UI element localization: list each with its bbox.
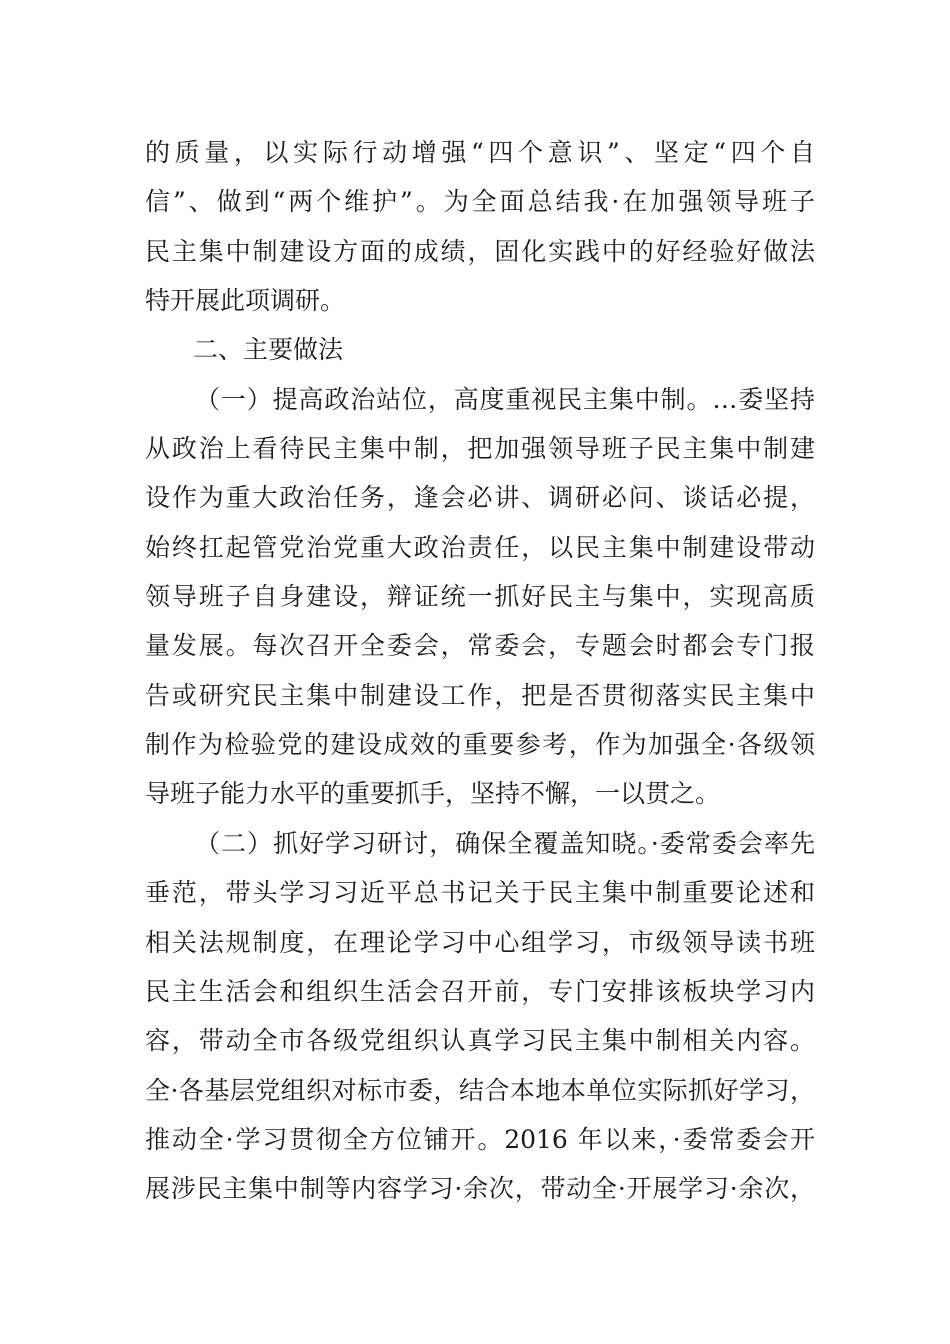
body-text <box>145 128 815 1214</box>
text-line: 推动全·学习贯彻全方位铺开。2016 年以来，·委常委会开 <box>145 1124 815 1154</box>
section-heading: 二、主要做法 <box>193 335 344 365</box>
text-line: 从政治上看待民主集中制，把加强领导班子民主集中制建 <box>145 434 815 464</box>
text-line: 的质量，以实际行动增强“四个意识”、坚定“四个自 <box>145 138 815 167</box>
text-line: 相关法规制度，在理论学习中心组学习，市级领导读书班 <box>145 927 815 957</box>
text-line: 民主生活会和组织生活会召开前，专门安排该板块学习内 <box>145 976 815 1006</box>
subsection-heading: （二）抓好学习研讨，确保全覆盖知晓。·委常委会率先 <box>195 828 815 858</box>
text-line: 展涉民主集中制等内容学习·余次，带动全·开展学习·余次， <box>145 1174 815 1204</box>
text-line: 量发展。每次召开全委会，常委会，专题会时都会专门报 <box>145 631 815 661</box>
text-line: 特开展此项调研。 <box>145 286 346 316</box>
text-line: 垂范，带头学习习近平总书记关于民主集中制重要论述和 <box>145 878 815 908</box>
text-line: 制作为检验党的建设成效的重要参考，作为加强全·各级领 <box>145 730 815 760</box>
text-line: 领导班子自身建设，辩证统一抓好民主与集中，实现高质 <box>145 582 815 612</box>
text-line: 全·各基层党组织对标市委，结合本地本单位实际抓好学习， <box>145 1075 815 1105</box>
text-line: 始终扛起管党治党重大政治责任，以民主集中制建设带动 <box>145 532 815 562</box>
text-line: 告或研究民主集中制建设工作，把是否贯彻落实民主集中 <box>145 680 815 710</box>
text-line: 容，带动全市各级党组织认真学习民主集中制相关内容。 <box>145 1026 815 1056</box>
text-line: 信”、做到“两个维护”。为全面总结我·在加强领导班子 <box>145 187 815 217</box>
text-line: 设作为重大政治任务，逢会必讲、调研必问、谈话必提， <box>145 483 815 513</box>
text-line: 导班子能力水平的重要抓手，坚持不懈，一以贯之。 <box>145 779 721 809</box>
text-line: 民主集中制建设方面的成绩，固化实践中的好经验好做法 <box>145 236 815 266</box>
subsection-heading: （一）提高政治站位，高度重视民主集中制。…委坚持 <box>195 384 815 414</box>
